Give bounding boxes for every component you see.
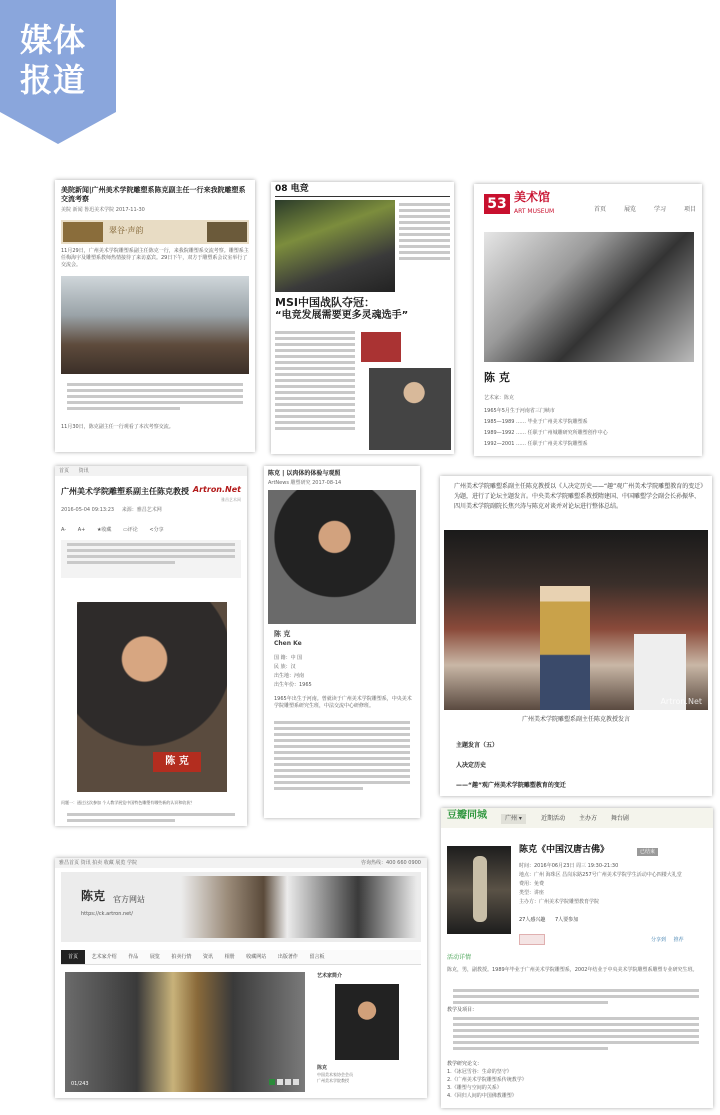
clip3-logo-name: 美术馆 xyxy=(514,190,551,204)
clip8-sidebar-head: 艺术家简介 xyxy=(317,973,343,979)
clip4-date: 2016-05-04 09:13:23 xyxy=(61,507,115,513)
font-increase-button[interactable]: A+ xyxy=(77,527,86,533)
badge-line2: 报道 xyxy=(20,61,87,99)
clip3-nav-home[interactable]: 首页 xyxy=(593,206,606,213)
clip-official-website xyxy=(55,858,427,1098)
clip3-logo-en: ART MUSEUM xyxy=(514,208,555,215)
share-icon: < xyxy=(149,527,154,533)
clip3-nav-exhibit[interactable]: 展览 xyxy=(623,206,636,213)
clip8-sculptures xyxy=(181,876,417,938)
clip4-name-plate: 陈 克 xyxy=(153,752,201,772)
clip7-paper: 2.《广州美术学院雕塑系传统教学》 xyxy=(447,1077,527,1083)
clip1-body2: 11月30日，陈克副主任一行观看了本次考察交流。 xyxy=(61,424,174,430)
clip3-bio-line: 1985—1989 …… 毕业于广州美术学院雕塑系 xyxy=(484,419,588,425)
clip3-nav-learn[interactable]: 学习 xyxy=(653,206,666,213)
clip3-logo-mark: 53 xyxy=(484,194,510,214)
clip5-bio: 1965年出生于河南。曾就读于广州美术学院雕塑系，中央美术学院雕塑系研究生班，中法交流中心研修班。 xyxy=(274,696,412,709)
clip7-paper: 3.《雕塑与空间的关系》 xyxy=(447,1085,502,1091)
font-decrease-button[interactable]: A- xyxy=(61,527,67,533)
clip7-share-area xyxy=(651,936,684,944)
clip6-intro: 广州美术学院雕塑系副主任陈克教授以《人决定历史——“趣”观广州美术学院雕塑教育的变迁》为题，进行了论坛主题发言。中央美术学院雕塑系教授隋建国、中国雕塑学会副会长孙振华、四川美术学院副院长焦兴涛与陈克对谈并对论坛进行整体总结。 xyxy=(454,483,704,510)
clip7-status: 已结束 xyxy=(637,848,658,856)
clip8-subtitle: 官方网站 xyxy=(113,895,145,904)
clip-forum-speech xyxy=(440,476,712,796)
clip3-meta: 艺术家：陈克 xyxy=(484,395,515,401)
clip8-nav-messages[interactable]: 留言板 xyxy=(309,954,325,960)
clip6-points xyxy=(456,736,566,796)
clip8-nav-home[interactable]: 首页 xyxy=(61,950,85,964)
clip4-title: 广州美术学院雕塑系副主任陈克教授 xyxy=(61,487,189,496)
clip8-nav xyxy=(61,950,421,965)
clip4-site: Artron.Net xyxy=(192,485,241,494)
clip8-hotline: 咨询热线：400 660 0900 xyxy=(361,860,421,866)
clip4-meta xyxy=(61,506,162,514)
clip4-source: 来源：雅昌艺术网 xyxy=(121,507,162,513)
clip7-fee: 费用：免费 xyxy=(519,881,545,887)
clip2-headline1: MSI中国战队夺冠： xyxy=(275,296,375,309)
clip3-nav xyxy=(594,206,696,214)
comment-button[interactable]: 评论 xyxy=(127,527,138,533)
clip7-title: 陈克《中国汉唐古佛》 xyxy=(519,845,610,855)
clip3-bio-line: 1965年5月生于河南省三门峡市 xyxy=(484,408,555,414)
clip3-nav-project[interactable]: 项目 xyxy=(683,206,696,213)
badge-line1: 媒体 xyxy=(20,21,87,59)
city-select[interactable]: 广州 ▾ xyxy=(501,814,526,824)
clip8-nav-exhibit[interactable]: 展览 xyxy=(149,954,160,960)
clip5-info-line: 出生年份：1965 xyxy=(274,682,312,688)
clip4-tab-home[interactable]: 首页 xyxy=(59,468,70,474)
clip7-recommend[interactable]: 推荐 xyxy=(673,937,684,943)
clip5-photo xyxy=(268,490,416,624)
clip8-slideshow xyxy=(65,972,305,1092)
clip8-sidebar-info xyxy=(317,1072,421,1084)
clip7-action-button[interactable] xyxy=(519,934,545,945)
clip8-counter: 01/243 xyxy=(71,1081,89,1087)
clip7-counts xyxy=(519,916,578,924)
clip8-sidebar-info-line: 广州美术学院教授 xyxy=(317,1078,349,1083)
clip7-host: 主办方：广州美术学院雕塑教育学院 xyxy=(519,899,600,905)
clip3-bio-line: 1989—1992 …… 任职于广州城雕研究所雕塑创作中心 xyxy=(484,430,608,436)
clip7-city: 广州 xyxy=(505,815,518,822)
clip2-small-photo xyxy=(361,332,401,362)
clip8-sidebar-photo xyxy=(335,984,399,1060)
clip8-nav-news[interactable]: 资讯 xyxy=(203,954,214,960)
clip8-nav-auction[interactable]: 拍卖行情 xyxy=(171,954,192,960)
clip7-paper: 1.《冰冠雪谷：生命的坚守》 xyxy=(447,1069,512,1075)
clip8-sidebar-info-line: 中国美术家协会会员 xyxy=(317,1072,353,1077)
clip4-topbar xyxy=(55,466,247,476)
clip2-photo xyxy=(275,200,395,292)
clip6-point: 人决定历史 xyxy=(456,762,487,769)
nav-recent-events[interactable]: 近期活动 xyxy=(541,815,566,822)
clip7-papers xyxy=(447,1068,527,1100)
clip1-title: 美院新闻|广州美术学院雕塑系陈克副主任一行来我院雕塑系交流考察 xyxy=(61,186,246,203)
clip2-portrait xyxy=(369,368,451,450)
star-icon: ★ xyxy=(96,527,102,533)
clip8-nav-books[interactable]: 出版著作 xyxy=(277,954,298,960)
clip3-photo xyxy=(484,232,694,362)
clip7-interest: 27人感兴趣 xyxy=(519,917,546,923)
clip7-type: 类型：讲座 xyxy=(519,890,545,896)
clip7-attend: 7人要参加 xyxy=(554,917,579,923)
nav-drama[interactable]: 舞台剧 xyxy=(610,815,629,822)
slideshow-dots[interactable] xyxy=(267,1079,299,1088)
clip5-info-line: 出生地：河南 xyxy=(274,673,305,679)
clip4-site-cn: 雅昌艺术网 xyxy=(221,497,241,502)
clip-luxun-news xyxy=(55,180,255,452)
clip8-name: 陈克 xyxy=(81,889,106,903)
clip7-teach-head: 教学及项目： xyxy=(447,1007,478,1013)
clip-chenke-profile xyxy=(264,466,420,818)
clip5-meta: ArtNews 雕塑研究 2017-08-14 xyxy=(268,480,342,486)
clip7-info xyxy=(519,862,707,907)
clip2-section: 08 电竞 xyxy=(275,184,309,194)
clip1-body1: 11月29日，广州美术学院雕塑系副主任陈克一行，来我院雕塑系交流考察。雕塑系主任梅海宇及雕塑系教师热情接待了来访嘉宾。29日下午，双方于雕塑系会议室举行了交流会。 xyxy=(61,248,249,268)
clip6-point: 主题发言（五） xyxy=(456,742,499,749)
clip8-nav-intro[interactable]: 艺术家介绍 xyxy=(91,954,117,960)
clip5-name-en: Chen Ke xyxy=(274,640,302,647)
clip5-name-cn: 陈 克 xyxy=(274,630,291,638)
clip7-place: 地点：广州 海珠区 昌岗东路257号广州美术学院学生活动中心四楼大礼堂 xyxy=(519,872,682,878)
clip1-banner: 翠谷·声韵 xyxy=(61,220,249,244)
clip8-nav-works[interactable]: 作品 xyxy=(128,954,139,960)
clip2-headline2: “电竞发展需要更多灵魂选手” xyxy=(275,310,409,321)
media-report-badge xyxy=(0,0,116,144)
clip8-nav-collect[interactable]: 收藏网站 xyxy=(246,954,267,960)
share-button[interactable]: 分享 xyxy=(153,527,164,533)
clip7-poster xyxy=(447,846,511,934)
clip3-bio-line: 1992—2001 …… 任职于广州美术学院雕塑系 xyxy=(484,441,588,447)
clip7-paper: 4.《回归人间的中国佛教雕塑》 xyxy=(447,1093,517,1099)
clip-artron-article xyxy=(55,466,247,826)
comment-icon: ▭ xyxy=(123,527,128,533)
clip5-info xyxy=(274,654,312,690)
clip8-topbar: 雅昌首页 资讯 拍卖 收藏 展览 学院 xyxy=(59,860,137,866)
clip8-sidebar-name: 陈克 xyxy=(317,1065,328,1071)
clip6-caption: 广州美术学院雕塑系副主任陈克教授发言 xyxy=(521,716,630,723)
clip4-caption: 问题一：通过这次参加 个人教学展览中国特色雕塑有哪些新的认识和收获？ xyxy=(61,800,195,805)
clip5-title: 陈克 | 以肉体的体验与观照 xyxy=(268,470,341,477)
clip-esports-newspaper xyxy=(271,182,454,454)
clip5-info-line: 国 籍：中 国 xyxy=(274,655,303,661)
clip-douban-event xyxy=(441,808,713,1108)
clip6-speaker xyxy=(540,586,590,710)
clip5-info-line: 民 族：汉 xyxy=(274,664,296,670)
clip3-name: 陈 克 xyxy=(484,371,510,384)
clip4-photo xyxy=(77,602,227,792)
clip7-paper-head: 教学研究论文： xyxy=(447,1061,483,1067)
clip7-nav xyxy=(541,815,629,823)
clip7-share[interactable]: 分享到 xyxy=(651,937,667,943)
clip1-photo xyxy=(61,276,249,374)
clip8-nav-album[interactable]: 相册 xyxy=(224,954,235,960)
favorite-button[interactable]: 收藏 xyxy=(101,527,112,533)
clip6-photo xyxy=(444,530,708,710)
clip4-tab-news[interactable]: 资讯 xyxy=(78,468,89,474)
clip6-watermark: Artron.Net xyxy=(660,697,702,706)
clip7-time: 时间：2016年06月23日 周三 19:30-21:30 xyxy=(519,863,619,869)
clip7-logo: 豆瓣同城 xyxy=(447,810,487,821)
clip7-detail: 陈克，男，副教授。1989年毕业于广州美术学院雕塑系，2002年结业于中央美术学院雕塑系雕塑专业研究生班。 xyxy=(447,967,698,973)
clip8-url: https://ck.artron.net/ xyxy=(81,911,133,917)
clip7-detail-head: 活动详情 xyxy=(447,954,472,961)
clip4-tools xyxy=(61,526,164,534)
clip3-bio xyxy=(484,406,608,450)
clip1-meta: 美院 新闻 鲁迅美术学院 2017-11-30 xyxy=(61,207,145,213)
nav-organizers[interactable]: 主办方 xyxy=(578,815,597,822)
clip6-point: ——“趣”观广州美术学院雕塑教育的变迁 xyxy=(456,782,566,789)
clip-53-art-museum xyxy=(474,184,702,456)
